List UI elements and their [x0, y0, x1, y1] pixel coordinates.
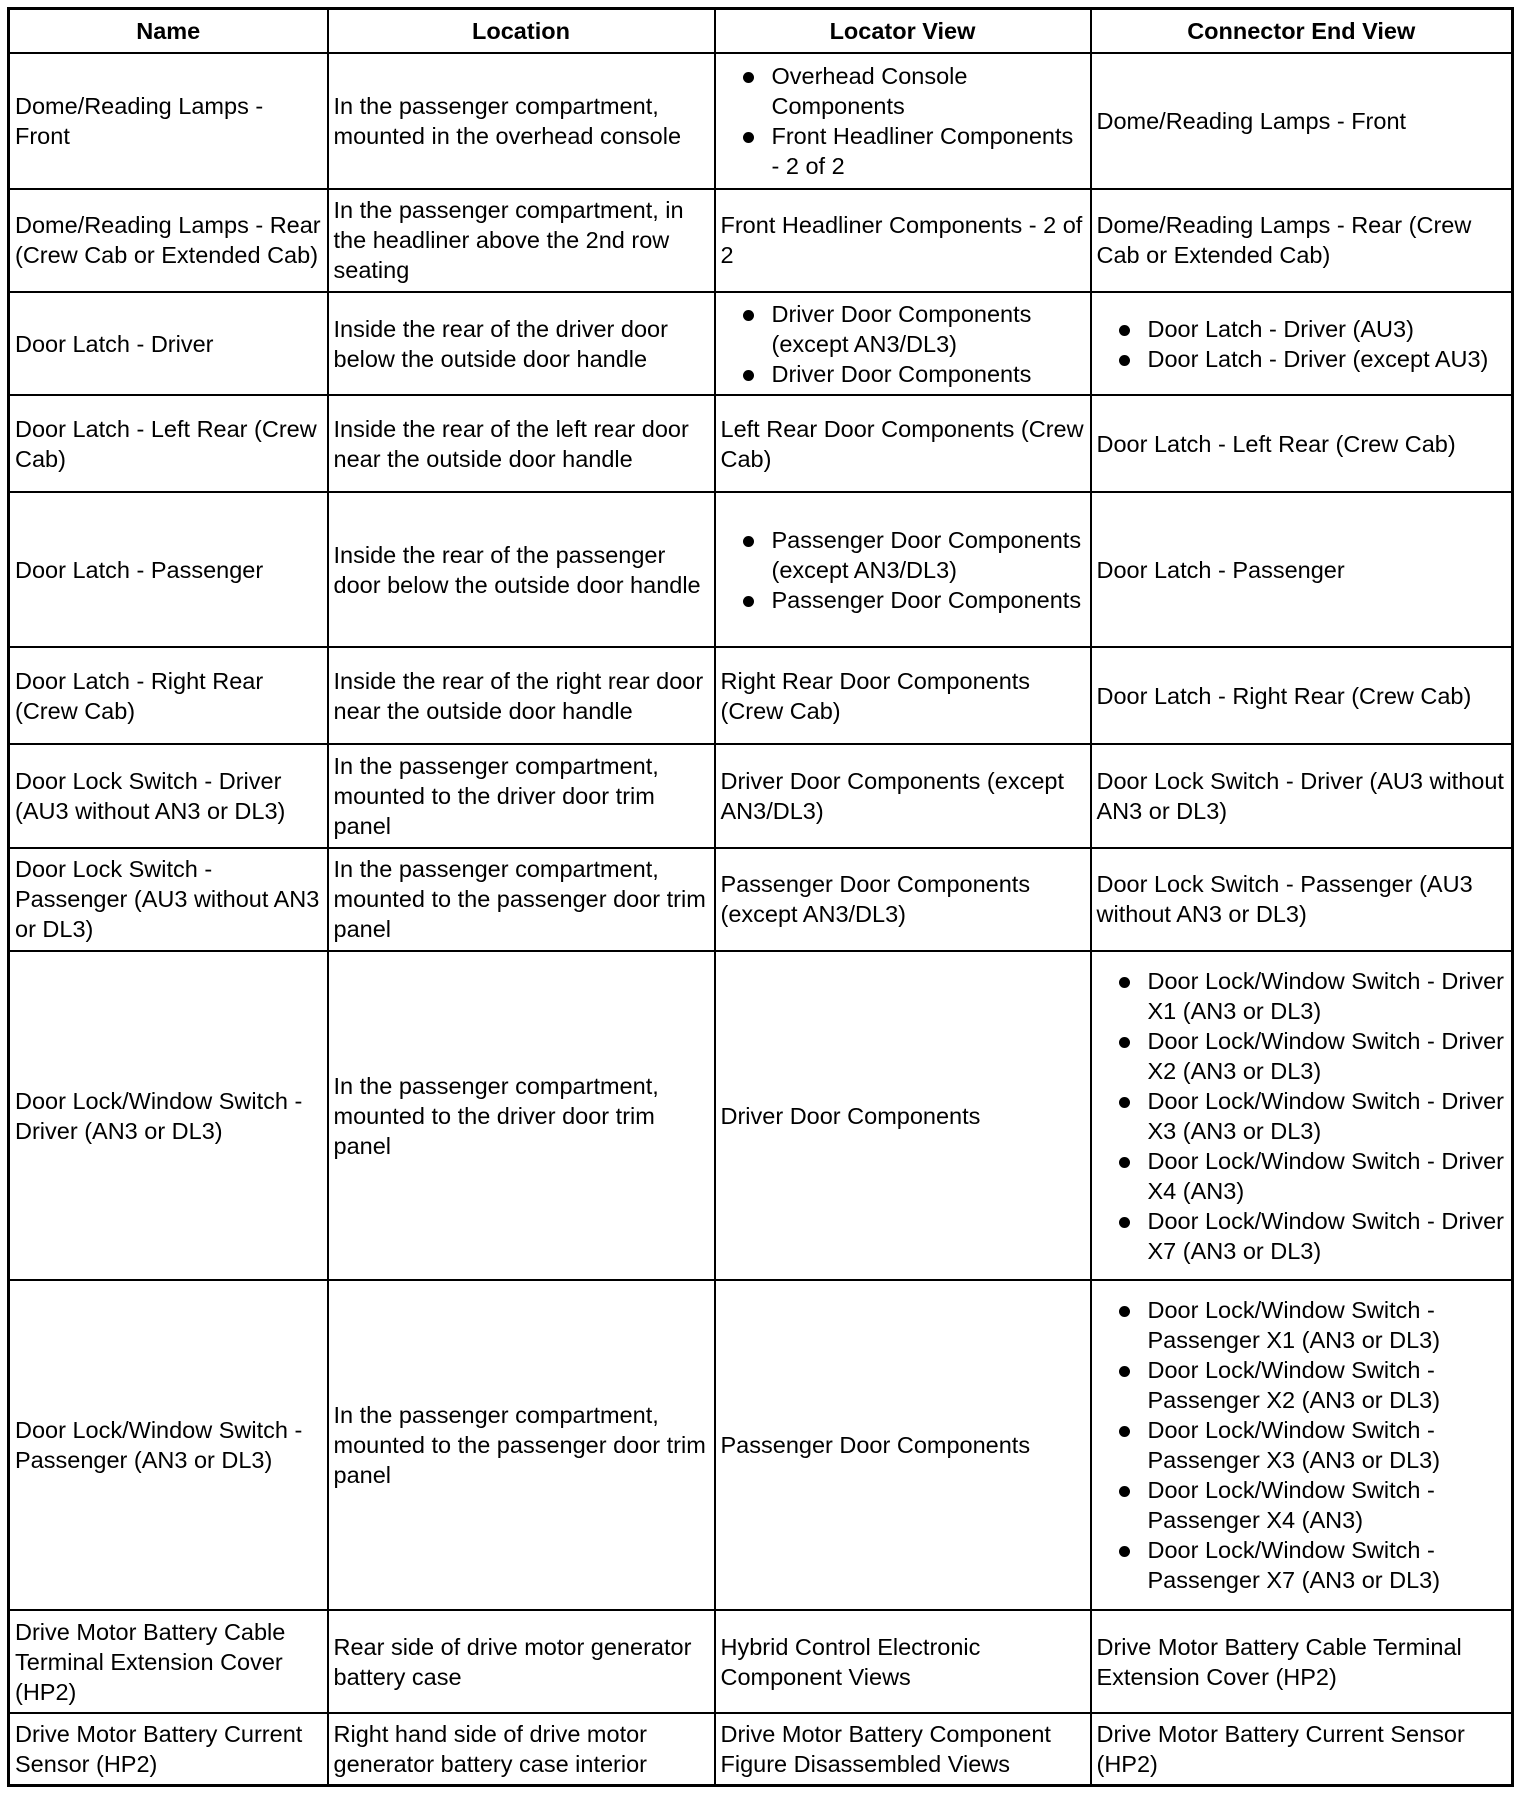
connector-end-view-cell: Door Lock Switch - Driver (AU3 without AN3 or DL3) — [1091, 744, 1513, 847]
bullet-icon — [1119, 325, 1130, 336]
location-cell: In the passenger compartment, mounted in the overhead console — [328, 53, 715, 189]
bullet-item — [1097, 1146, 1507, 1206]
bullet-list — [1097, 314, 1507, 374]
bullet-item — [1097, 1415, 1507, 1475]
bullet-icon — [1119, 977, 1130, 988]
header-connector-end-view: Connector End View — [1091, 9, 1513, 54]
location-cell: Inside the rear of the driver door below the outside door handle — [328, 292, 715, 395]
location-cell: In the passenger compartment, mounted to the driver door trim panel — [328, 951, 715, 1280]
table-row — [9, 951, 1513, 1280]
locator-view-cell: Drive Motor Battery Component Figure Disassembled Views — [715, 1713, 1091, 1785]
bullet-item — [721, 585, 1085, 615]
location-cell: Right hand side of drive motor generator battery case interior — [328, 1713, 715, 1785]
location-cell: In the passenger compartment, mounted to the driver door trim panel — [328, 744, 715, 847]
name-cell: Door Latch - Passenger — [9, 492, 328, 647]
bullet-list — [721, 299, 1085, 389]
location-cell: Rear side of drive motor generator battery case — [328, 1610, 715, 1713]
bullet-text: Overhead Console Components — [771, 62, 968, 119]
bullet-list — [1097, 966, 1507, 1266]
location-cell: Inside the rear of the left rear door near the outside door handle — [328, 395, 715, 492]
connector-end-view-cell: Door Lock Switch - Passenger (AU3 without AN3 or DL3) — [1091, 848, 1513, 951]
location-cell: In the passenger compartment, mounted to the passenger door trim panel — [328, 848, 715, 951]
table-row — [9, 1280, 1513, 1609]
locator-view-cell: Hybrid Control Electronic Component Views — [715, 1610, 1091, 1713]
table-row — [9, 647, 1513, 744]
bullet-text: Door Lock/Window Switch - Passenger X4 (AN3) — [1147, 1477, 1435, 1534]
locator-view-cell: Passenger Door Components (except AN3/DL3) — [715, 848, 1091, 951]
bullet-icon — [743, 596, 754, 607]
bullet-icon — [1119, 355, 1130, 366]
name-cell: Door Latch - Right Rear (Crew Cab) — [9, 647, 328, 744]
table-body — [9, 53, 1513, 1786]
bullet-item — [721, 61, 1085, 121]
bullet-item — [1097, 1086, 1507, 1146]
name-cell: Door Lock/Window Switch - Driver (AN3 or DL3) — [9, 951, 328, 1280]
location-cell: Inside the rear of the passenger door below the outside door handle — [328, 492, 715, 647]
header-locator-view: Locator View — [715, 9, 1091, 54]
header-row — [9, 9, 1513, 54]
connector-end-view-cell: Drive Motor Battery Current Sensor (HP2) — [1091, 1713, 1513, 1785]
table-row — [9, 189, 1513, 292]
table-row — [9, 492, 1513, 647]
bullet-icon — [743, 72, 754, 83]
bullet-list — [721, 61, 1085, 181]
locator-view-cell: Driver Door Components (except AN3/DL3) — [715, 744, 1091, 847]
table-row — [9, 1610, 1513, 1713]
bullet-text: Door Latch - Driver (except AU3) — [1147, 345, 1489, 372]
locator-view-cell: Right Rear Door Components (Crew Cab) — [715, 647, 1091, 744]
connector-end-view-cell — [1091, 951, 1513, 1280]
bullet-item — [721, 121, 1085, 181]
table-row — [9, 1713, 1513, 1785]
name-cell: Dome/Reading Lamps - Rear (Crew Cab or Extended Cab) — [9, 189, 328, 292]
location-cell: In the passenger compartment, mounted to the passenger door trim panel — [328, 1280, 715, 1609]
connector-end-view-cell: Dome/Reading Lamps - Front — [1091, 53, 1513, 189]
bullet-text: Door Lock/Window Switch - Passenger X7 (AN3 or DL3) — [1147, 1537, 1441, 1594]
bullet-icon — [743, 370, 754, 381]
table-row — [9, 848, 1513, 951]
name-cell: Dome/Reading Lamps - Front — [9, 53, 328, 189]
header-location: Location — [328, 9, 715, 54]
bullet-text: Door Lock/Window Switch - Driver X1 (AN3 or DL3) — [1147, 967, 1505, 1024]
bullet-icon — [1119, 1217, 1130, 1228]
connector-end-view-cell: Door Latch - Right Rear (Crew Cab) — [1091, 647, 1513, 744]
bullet-text: Passenger Door Components (except AN3/DL3) — [771, 526, 1082, 583]
bullet-text: Door Lock/Window Switch - Driver X4 (AN3) — [1147, 1147, 1505, 1204]
name-cell: Door Lock Switch - Driver (AU3 without AN3 or DL3) — [9, 744, 328, 847]
name-cell: Door Latch - Driver — [9, 292, 328, 395]
locator-view-cell — [715, 492, 1091, 647]
header-name: Name — [9, 9, 328, 54]
bullet-icon — [1119, 1306, 1130, 1317]
connector-end-view-cell — [1091, 1280, 1513, 1609]
bullet-icon — [1119, 1486, 1130, 1497]
bullet-text: Door Lock/Window Switch - Driver X2 (AN3 or DL3) — [1147, 1027, 1505, 1084]
bullet-item — [1097, 1535, 1507, 1595]
locator-view-cell — [715, 53, 1091, 189]
bullet-text: Driver Door Components — [771, 360, 1032, 387]
bullet-text: Door Lock/Window Switch - Passenger X1 (AN3 or DL3) — [1147, 1297, 1441, 1354]
bullet-text: Driver Door Components (except AN3/DL3) — [771, 300, 1032, 357]
bullet-item — [721, 299, 1085, 359]
location-cell: Inside the rear of the right rear door near the outside door handle — [328, 647, 715, 744]
bullet-icon — [1119, 1157, 1130, 1168]
bullet-icon — [1119, 1097, 1130, 1108]
locator-view-cell: Front Headliner Components - 2 of 2 — [715, 189, 1091, 292]
bullet-list — [721, 525, 1085, 615]
bullet-text: Door Lock/Window Switch - Driver X7 (AN3 or DL3) — [1147, 1207, 1505, 1264]
bullet-icon — [743, 132, 754, 143]
bullet-item — [1097, 1026, 1507, 1086]
locator-view-cell: Passenger Door Components — [715, 1280, 1091, 1609]
bullet-text: Door Lock/Window Switch - Passenger X2 (AN3 or DL3) — [1147, 1357, 1441, 1414]
bullet-text: Door Lock/Window Switch - Passenger X3 (AN3 or DL3) — [1147, 1417, 1441, 1474]
bullet-icon — [743, 536, 754, 547]
name-cell: Drive Motor Battery Cable Terminal Extension Cover (HP2) — [9, 1610, 328, 1713]
connector-end-view-cell: Dome/Reading Lamps - Rear (Crew Cab or Extended Cab) — [1091, 189, 1513, 292]
table-row — [9, 744, 1513, 847]
connector-end-view-cell: Drive Motor Battery Cable Terminal Extension Cover (HP2) — [1091, 1610, 1513, 1713]
table-row — [9, 53, 1513, 189]
locator-view-cell: Driver Door Components — [715, 951, 1091, 1280]
bullet-icon — [1119, 1546, 1130, 1557]
bullet-list — [1097, 1295, 1507, 1595]
bullet-item — [721, 525, 1085, 585]
component-table — [7, 7, 1514, 1787]
bullet-icon — [743, 310, 754, 321]
bullet-text: Passenger Door Components — [771, 586, 1082, 613]
bullet-item — [1097, 314, 1507, 344]
bullet-text: Door Lock/Window Switch - Driver X3 (AN3 or DL3) — [1147, 1087, 1505, 1144]
bullet-text: Front Headliner Components - 2 of 2 — [771, 122, 1074, 179]
bullet-item — [1097, 1295, 1507, 1355]
bullet-icon — [1119, 1426, 1130, 1437]
name-cell: Door Lock Switch - Passenger (AU3 without AN3 or DL3) — [9, 848, 328, 951]
connector-end-view-cell: Door Latch - Left Rear (Crew Cab) — [1091, 395, 1513, 492]
table-row — [9, 395, 1513, 492]
bullet-icon — [1119, 1366, 1130, 1377]
location-cell: In the passenger compartment, in the headliner above the 2nd row seating — [328, 189, 715, 292]
bullet-icon — [1119, 1037, 1130, 1048]
bullet-text: Door Latch - Driver (AU3) — [1147, 315, 1414, 342]
connector-end-view-cell — [1091, 292, 1513, 395]
name-cell: Drive Motor Battery Current Sensor (HP2) — [9, 1713, 328, 1785]
table-row — [9, 292, 1513, 395]
name-cell: Door Lock/Window Switch - Passenger (AN3 or DL3) — [9, 1280, 328, 1609]
name-cell: Door Latch - Left Rear (Crew Cab) — [9, 395, 328, 492]
bullet-item — [1097, 1206, 1507, 1266]
bullet-item — [1097, 344, 1507, 374]
bullet-item — [721, 359, 1085, 389]
bullet-item — [1097, 1355, 1507, 1415]
bullet-item — [1097, 1475, 1507, 1535]
locator-view-cell — [715, 292, 1091, 395]
locator-view-cell: Left Rear Door Components (Crew Cab) — [715, 395, 1091, 492]
connector-end-view-cell: Door Latch - Passenger — [1091, 492, 1513, 647]
bullet-item — [1097, 966, 1507, 1026]
